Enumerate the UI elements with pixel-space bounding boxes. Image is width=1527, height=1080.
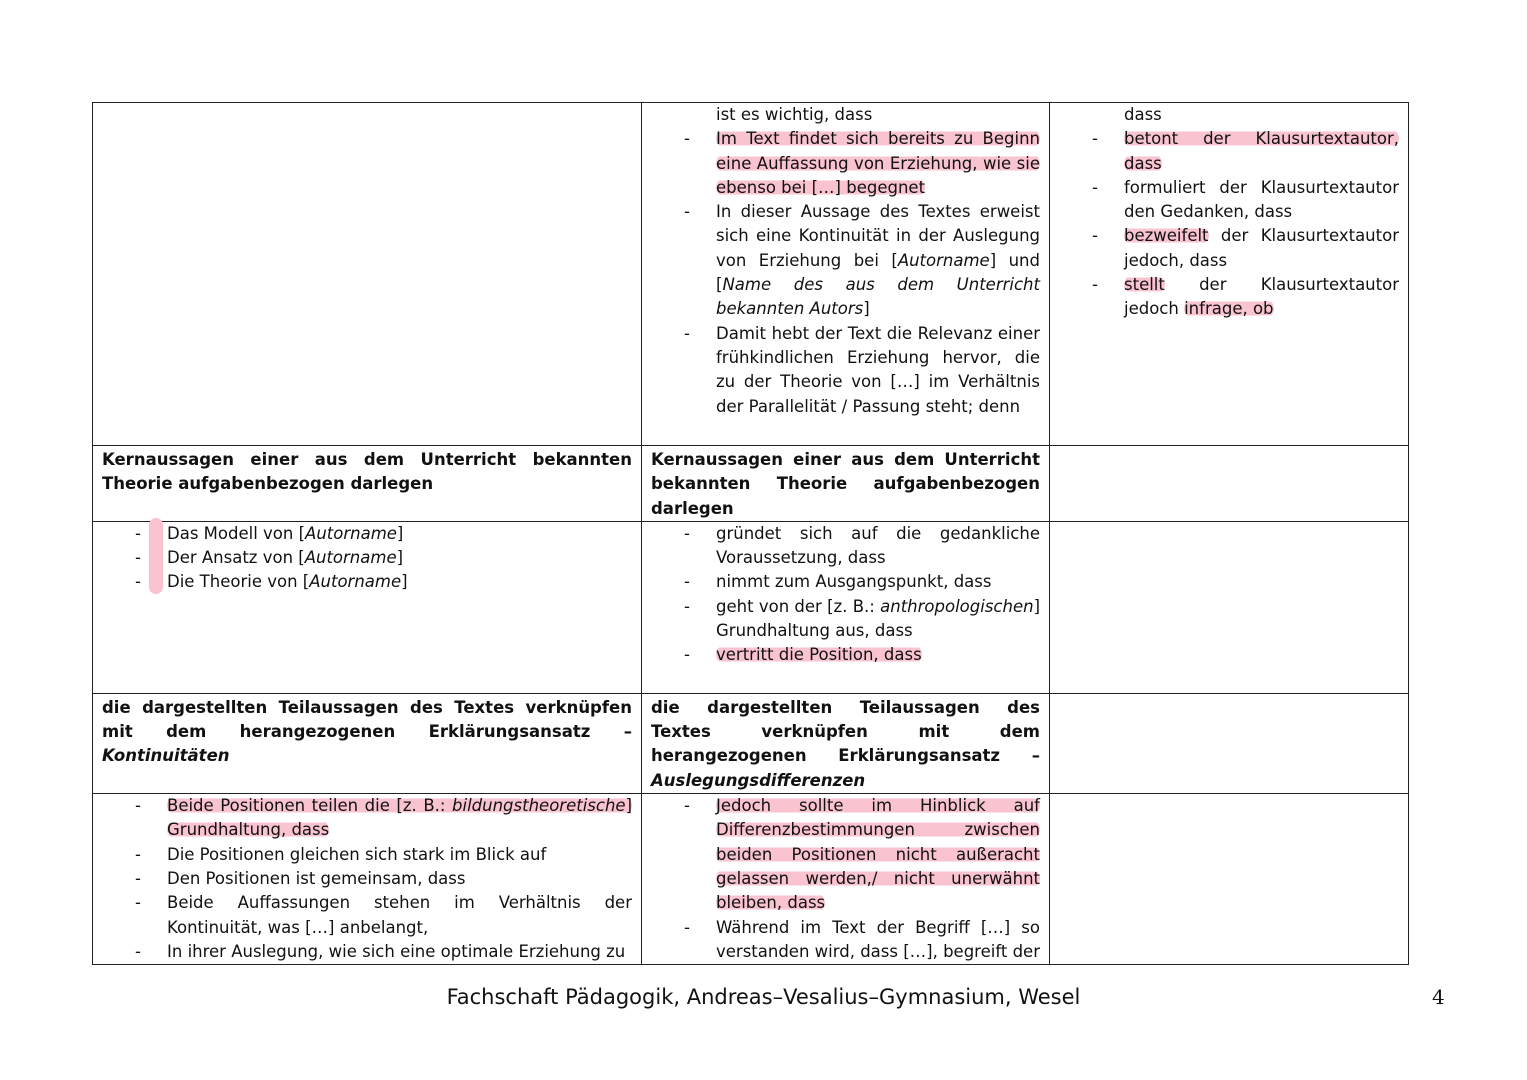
cell-theory-phrases bbox=[642, 521, 1050, 693]
list-item: - Der Ansatz von [Autorname] bbox=[167, 546, 632, 570]
list-item: - vertritt die Position, dass bbox=[716, 643, 1040, 667]
cell-theory-names bbox=[93, 521, 642, 693]
list-item: - bezweifelt der Klausurtextautor jedoch, dass bbox=[1124, 224, 1399, 273]
cell-empty bbox=[1050, 446, 1409, 522]
section-heading: Kernaussagen einer aus dem Unterricht bekannten Theorie aufgabenbezogen darlegen bbox=[642, 446, 1050, 522]
cell-empty bbox=[93, 103, 642, 446]
cell-continuity-phrases bbox=[93, 794, 642, 965]
table-row bbox=[93, 103, 1409, 446]
section-heading: Kernaussagen einer aus dem Unterricht bekannten Theorie aufgabenbezogen darlegen bbox=[93, 446, 642, 522]
section-heading: die dargestellten Teilaussagen des Textes verknüpfen mit dem herangezogenen Erklärungsansatz – Auslegungsdifferenzen bbox=[642, 693, 1050, 793]
list-item: - Die Positionen gleichen sich stark im Blick auf bbox=[167, 843, 632, 867]
list-item bbox=[716, 127, 1040, 200]
list-item: - Den Positionen ist gemeinsam, dass bbox=[167, 867, 632, 891]
cell-empty bbox=[1050, 521, 1409, 693]
section-heading: die dargestellten Teilaussagen des Textes verknüpfen mit dem herangezogenen Erklärungsansatz – Kontinuitäten bbox=[93, 693, 642, 793]
cell-lead-text: ist es wichtig, dass bbox=[716, 105, 873, 124]
list-item: - Während im Text der Begriff […] so verstanden wird, dass […], begreift der bbox=[716, 916, 1040, 965]
list-item: - geht von der [z. B.: anthropologischen] Grundhaltung aus, dass bbox=[716, 595, 1040, 644]
list-item: - In dieser Aussage des Textes erweist sich eine Kontinuität in der Auslegung von Erziehung bei [Autorname] und [Name des aus dem Unterricht bekannten Autors] bbox=[716, 200, 1040, 321]
cell-empty bbox=[1050, 693, 1409, 793]
list-item: - Das Modell von [Autorname] bbox=[167, 522, 632, 546]
list-item: - formuliert der Klausurtextautor den Gedanken, dass bbox=[1124, 176, 1399, 225]
cell-empty bbox=[1050, 794, 1409, 965]
list-item: - betont der Klausurtextautor, dass bbox=[1124, 127, 1399, 176]
cell-difference-phrases bbox=[642, 794, 1050, 965]
list-item: - In ihrer Auslegung, wie sich eine optimale Erziehung zu bbox=[167, 940, 632, 964]
list-item: - Jedoch sollte im Hinblick auf Differenzbestimmungen zwischen beiden Positionen nicht außeracht gelassen werden,/ nicht unerwähnt bleiben, dass bbox=[716, 794, 1040, 915]
cell-lead-text: dass bbox=[1124, 105, 1162, 124]
document-table bbox=[92, 102, 1409, 965]
table-row bbox=[93, 794, 1409, 965]
list-item: - nimmt zum Ausgangspunkt, dass bbox=[716, 570, 1040, 594]
list-item: - stellt der Klausurtextautor jedoch infrage, ob bbox=[1124, 273, 1399, 322]
cell-formulations-author bbox=[1050, 103, 1409, 446]
list-item: - Beide Auffassungen stehen im Verhältnis der Kontinuität, was […] anbelangt, bbox=[167, 891, 632, 940]
list-item: - Die Theorie von [Autorname] bbox=[167, 570, 632, 594]
table-row bbox=[93, 693, 1409, 793]
highlight-marker-stroke bbox=[149, 518, 163, 594]
table-row bbox=[93, 446, 1409, 522]
table-row bbox=[93, 521, 1409, 693]
page-number: 4 bbox=[1432, 985, 1445, 1009]
list-item: - gründet sich auf die gedankliche Voraussetzung, dass bbox=[716, 522, 1040, 571]
cell-formulations-continuity bbox=[642, 103, 1050, 446]
list-item: - Beide Positionen teilen die [z. B.: bildungstheoretische] Grundhaltung, dass bbox=[167, 794, 632, 843]
list-item: - Damit hebt der Text die Relevanz einer frühkindlichen Erziehung hervor, die zu der Theorie von […] im Verhältnis der Parallelität / Passung steht; denn bbox=[716, 322, 1040, 419]
highlighted-text: Im Text findet sich bereits zu Beginn eine Auffassung von Erziehung, wie sie ebenso bei […] begegnet bbox=[716, 129, 1040, 197]
page-footer: Fachschaft Pädagogik, Andreas–Vesalius–Gymnasium, Wesel bbox=[446, 985, 1081, 1009]
